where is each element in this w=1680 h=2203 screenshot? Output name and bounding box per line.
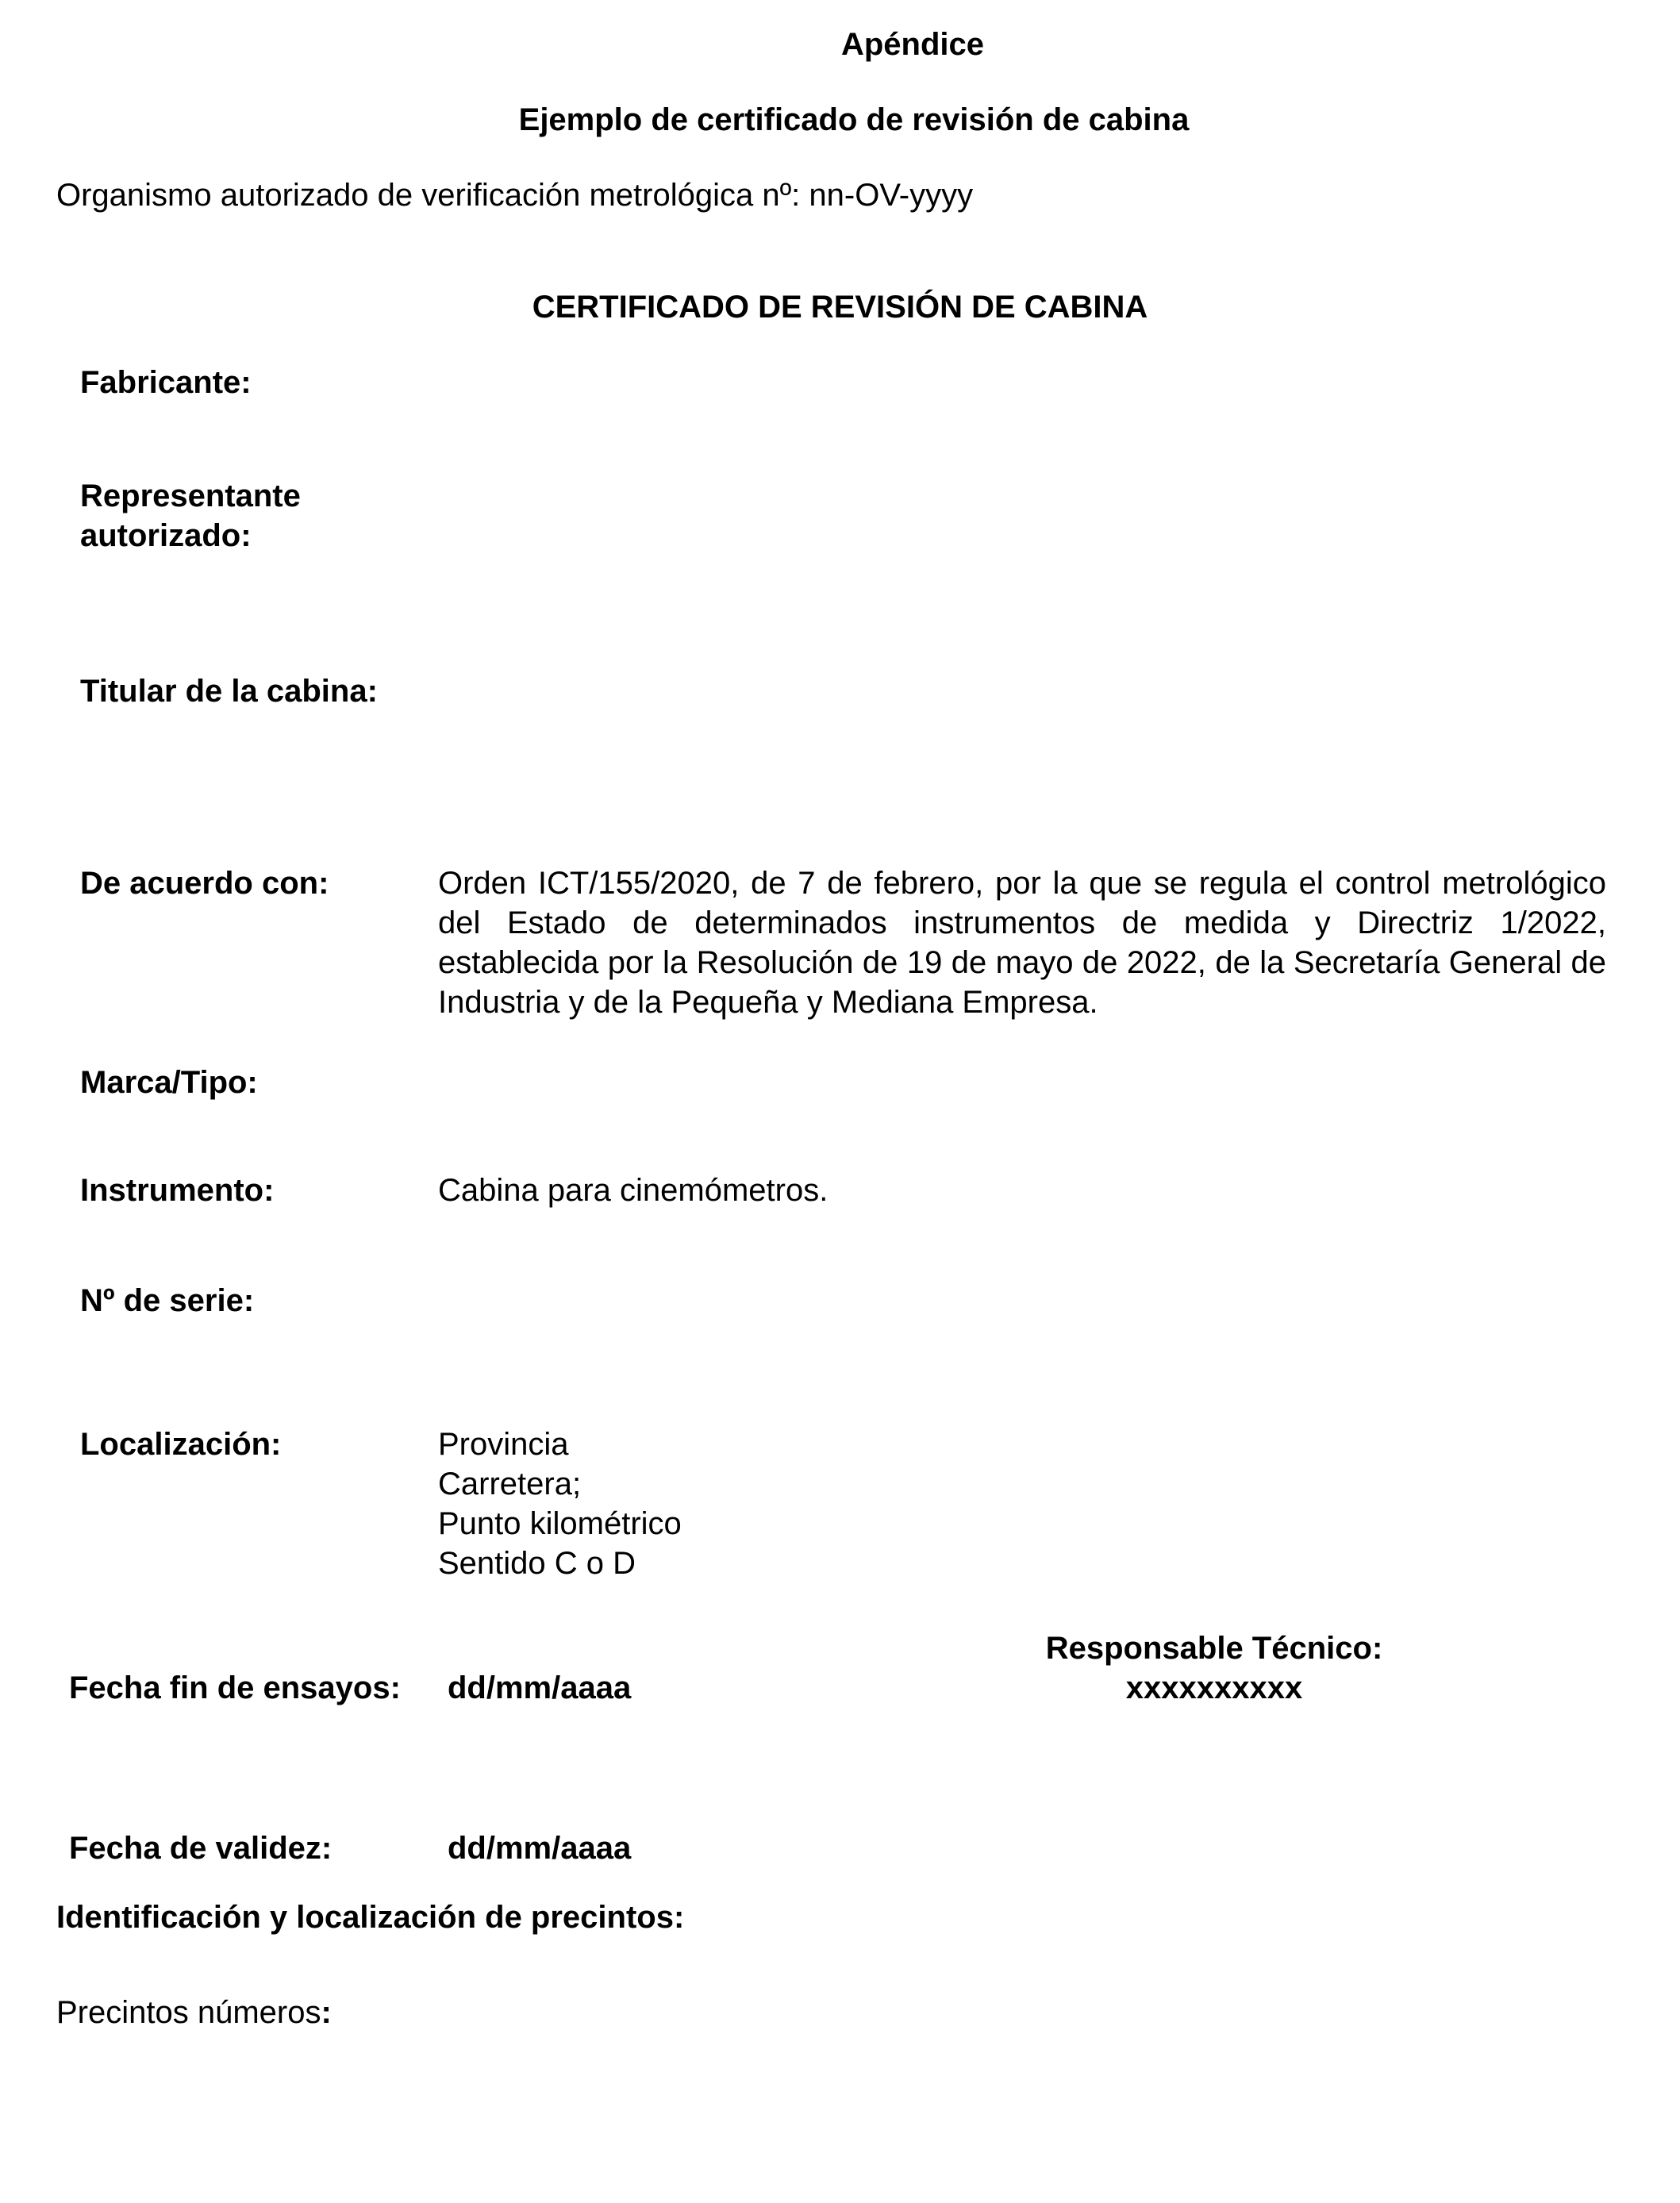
certificate-title: CERTIFICADO DE REVISIÓN DE CABINA [532, 290, 1148, 325]
titular-label: Titular de la cabina: [80, 674, 378, 709]
responsable-tecnico-value: xxxxxxxxxx [1125, 1671, 1303, 1705]
precintos-numeros-colon: : [321, 1995, 332, 2030]
precintos-numeros [56, 1993, 332, 2032]
localizacion-sentido: Sentido C o D [438, 1546, 636, 1581]
fecha-validez-label: Fecha de validez: [69, 1831, 333, 1866]
responsable-tecnico-label: Responsable Técnico: [1045, 1631, 1383, 1666]
precintos-heading: Identificación y localización de precintos: [56, 1900, 685, 1935]
fecha-fin-ensayos-value: dd/mm/aaaa [448, 1671, 632, 1705]
numero-serie-label: Nº de serie: [80, 1283, 255, 1318]
marca-tipo-label: Marca/Tipo: [80, 1065, 258, 1100]
acuerdo-value: Orden ICT/155/2020, de 7 de febrero, por la que se regula el control metrológico del Estado de determinados instrumentos de medida y Directriz 1/2022, establecida por la Resolución de 19 de mayo de 2022, de la Secretaría General de Industria y de la Pequeña y Mediana Empresa. [438, 866, 1606, 1020]
instrumento-value: Cabina para cinemómetros. [438, 1173, 828, 1208]
appendix-title: Apéndice [840, 27, 985, 62]
example-title: Ejemplo de certificado de revisión de cabina [518, 102, 1190, 137]
acuerdo-label: De acuerdo con: [80, 866, 329, 901]
representante-label: Representante autorizado: [80, 479, 301, 553]
fecha-fin-ensayos-label: Fecha fin de ensayos: [69, 1671, 401, 1705]
organismo-line: Organismo autorizado de verificación metrológica nº: nn-OV-yyyy [56, 178, 974, 213]
instrumento-label: Instrumento: [80, 1173, 275, 1208]
localizacion-carretera: Carretera; [438, 1467, 582, 1501]
precintos-numeros-label: Precintos números [56, 1995, 321, 2030]
fabricante-label: Fabricante: [80, 365, 252, 400]
localizacion-punto-kilometrico: Punto kilométrico [438, 1506, 682, 1541]
localizacion-provincia: Provincia [438, 1427, 569, 1462]
localizacion-label: Localización: [80, 1427, 282, 1462]
fecha-validez-value: dd/mm/aaaa [448, 1831, 632, 1866]
